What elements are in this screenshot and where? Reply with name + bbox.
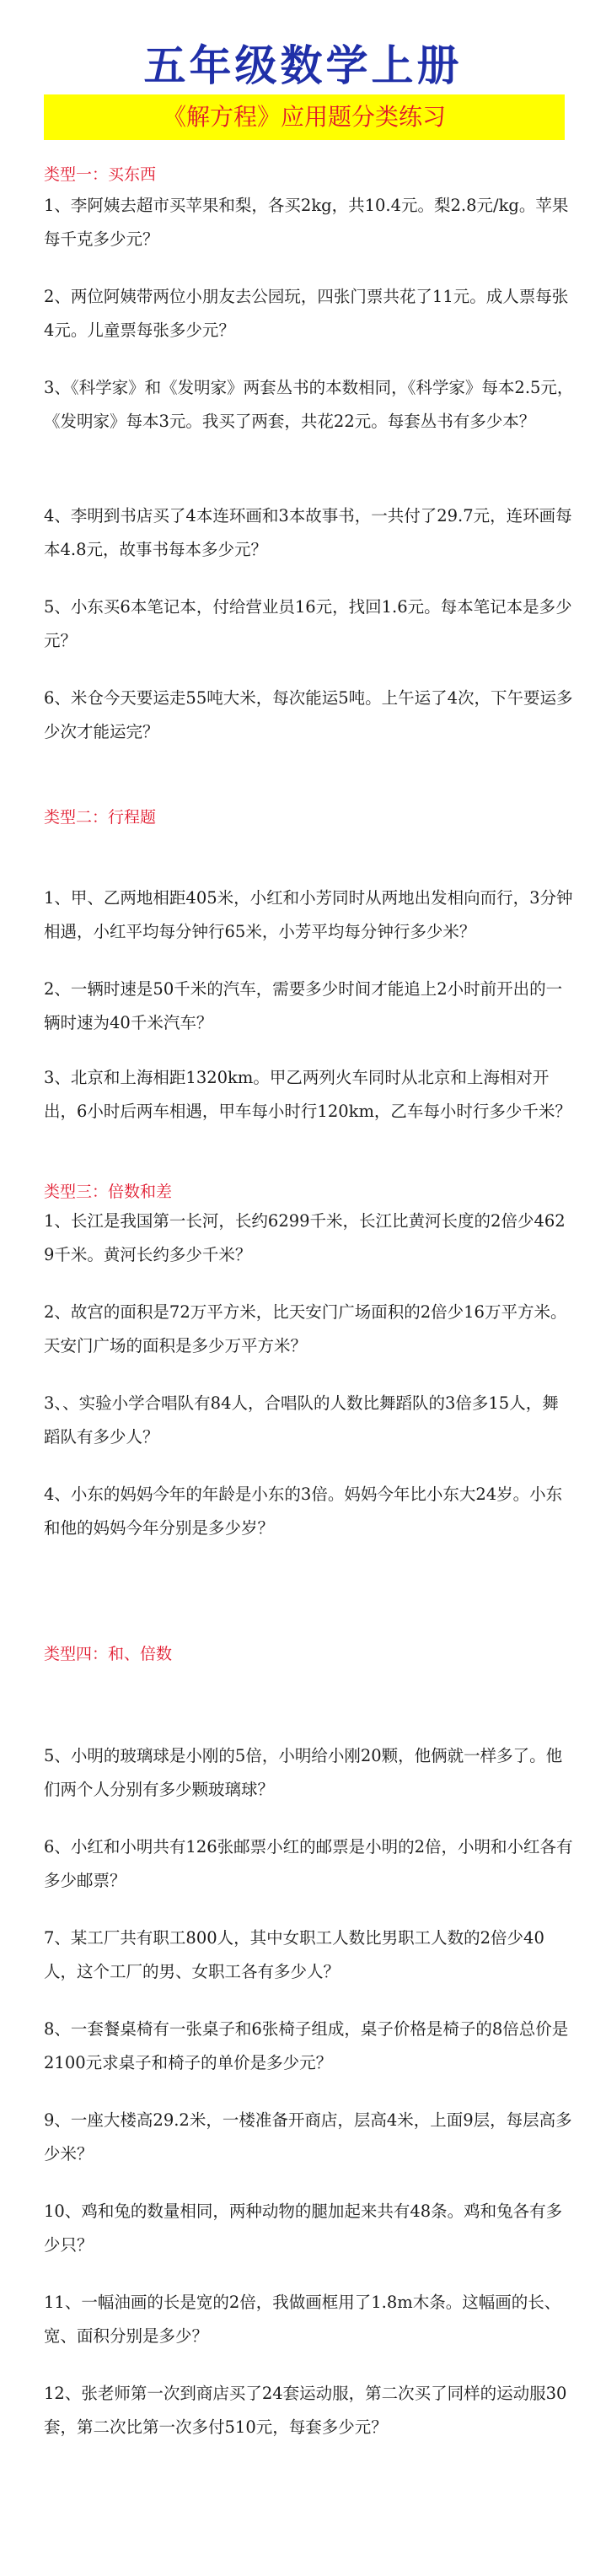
question-item: 10、鸡和兔的数量相同，两种动物的腿加起来共有48条。鸡和兔各有多少只？ [44, 2201, 563, 2255]
question-item: 2、故宫的面积是72万平方米，比天安门广场面积的2倍少16万平方米。天安门广场的面积是多少万平方米？ [44, 1302, 567, 1355]
question-item: 7、某工厂共有职工800人，其中女职工人数比男职工人数的2倍少40人，这个工厂的男、女职工各有多少人？ [44, 1928, 544, 1981]
category-heading: 类型二：行程题 [44, 808, 157, 827]
question-item: 3、北京和上海相距1320km。甲乙两列火车同时从北京和上海相对开出，6小时后两车相遇，甲车每小时行120km，乙车每小时行多少千米？ [44, 1068, 571, 1121]
question-item: 5、小明的玻璃球是小刚的5倍，小明给小刚20颗，他俩就一样多了。他们两个人分别有多少颗玻璃球？ [44, 1746, 563, 1799]
question-item: 3、《科学家》和《发明家》两套丛书的本数相同，《科学家》每本2.5元，《发明家》每本3元。我买了两套，共花22元。每套丛书有多少本？ [44, 378, 574, 431]
question-item: 6、米仓今天要运走55吨大米，每次能运5吨。上午运了4次，下午要运多少次才能运完？ [44, 688, 573, 741]
page-title: 五年级数学上册 [143, 41, 463, 90]
question-item: 2、一辆时速是50千米的汽车，需要多少时间才能追上2小时前开出的一辆时速为40千米汽车？ [44, 979, 563, 1032]
question-item: 2、两位阿姨带两位小朋友去公园玩，四张门票共花了11元。成人票每张4元。儿童票每张多少元？ [44, 287, 569, 340]
category-heading: 类型四：和、倍数 [44, 1645, 173, 1663]
question-item: 9、一座大楼高29.2米，一楼准备开商店，层高4米，上面9层，每层高多少米？ [44, 2110, 572, 2164]
subtitle-banner: 《解方程》应用题分类练习 [44, 94, 565, 140]
question-item: 11、一幅油画的长是宽的2倍，我做画框用了1.8m木条。这幅画的长、宽、面积分别是多少？ [44, 2293, 561, 2346]
question-item: 12、张老师第一次到商店买了24套运动服，第二次买了同样的运动服30套，第二次比第一次多付510元，每套多少元？ [44, 2384, 567, 2437]
question-item: 1、甲、乙两地相距405米，小红和小芳同时从两地出发相向而行，3分钟相遇，小红平均每分钟行65米，小芳平均每分钟行多少米？ [44, 888, 573, 941]
category-heading: 类型一：买东西 [44, 165, 157, 184]
question-item: 6、小红和小明共有126张邮票小红的邮票是小明的2倍，小明和小红各有多少邮票？ [44, 1837, 573, 1890]
question-item: 3、、实验小学合唱队有84人，合唱队的人数比舞蹈队的3倍多15人，舞蹈队有多少人？ [44, 1393, 559, 1447]
question-item: 1、长江是我国第一长河，长约6299千米，长江比黄河长度的2倍少4629千米。黄河长约多少千米？ [44, 1211, 566, 1264]
question-item: 4、小东的妈妈今年的年龄是小东的3倍。妈妈今年比小东大24岁。小东和他的妈妈今年分别是多少岁？ [44, 1485, 563, 1538]
category-heading: 类型三：倍数和差 [44, 1183, 173, 1201]
question-item: 8、一套餐桌椅有一张桌子和6张椅子组成，桌子价格是椅子的8倍总价是2100元求桌子和椅子的单价是多少元？ [44, 2019, 569, 2072]
question-item: 5、小东买6本笔记本，付给营业员16元，找回1.6元。每本笔记本是多少元？ [44, 597, 572, 650]
question-item: 1、李阿姨去超市买苹果和梨，各买2kg，共10.4元。梨2.8元/kg。苹果每千克多少元？ [44, 196, 569, 249]
question-item: 4、李明到书店买了4本连环画和3本故事书，一共付了29.7元，连环画每本4.8元，故事书每本多少元？ [44, 506, 572, 559]
